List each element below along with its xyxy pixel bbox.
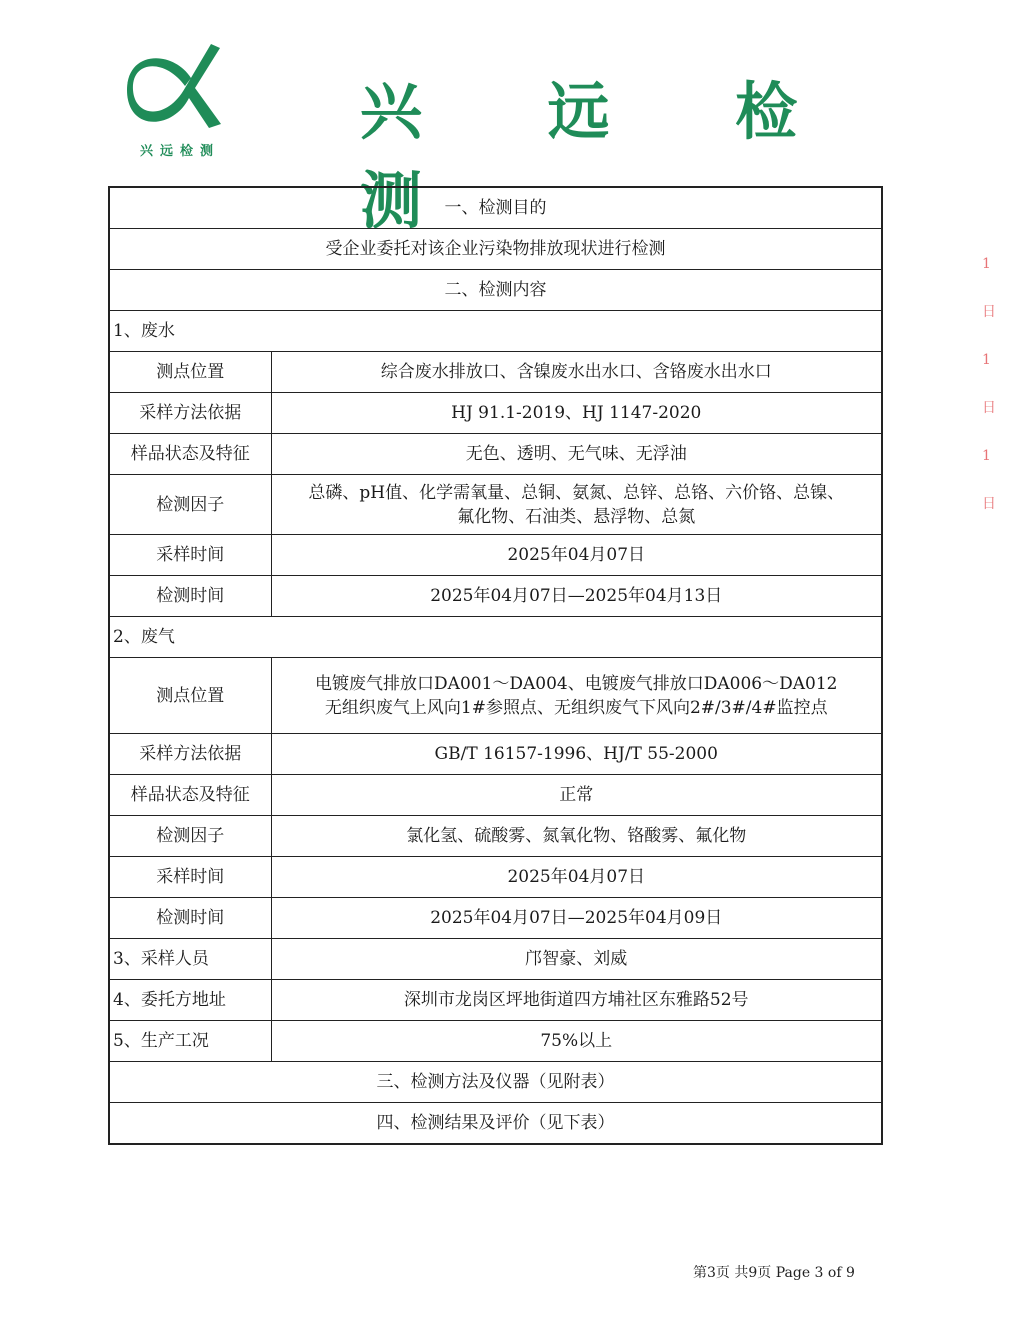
row-value: GB/T 16157-1996、HJ/T 55-2000 (271, 734, 882, 775)
table-row (109, 1103, 882, 1145)
row-value: 2025年04月07日—2025年04月09日 (271, 898, 882, 939)
table-row (109, 1021, 882, 1062)
table-row (109, 434, 882, 475)
row-label: 采样时间 (109, 857, 271, 898)
seal-stamp: 1日 1日 1日 (982, 256, 996, 512)
row-value: 2025年04月07日 (271, 857, 882, 898)
page-number: 第3页 共9页 Page 3 of 9 (693, 1265, 855, 1281)
section-title-content: 二、检测内容 (109, 270, 882, 311)
address-value: 深圳市龙岗区坪地街道四方埔社区东雅路52号 (271, 980, 882, 1021)
logo-mark-icon (125, 38, 235, 138)
row-value-line: 无组织废气上风向1#参照点、无组织废气下风向2#/3#/4#监控点 (324, 697, 828, 718)
row-value: 氯化氢、硫酸雾、氮氧化物、铬酸雾、氟化物 (271, 816, 882, 857)
table-row (109, 535, 882, 576)
row-label: 采样时间 (109, 535, 271, 576)
row-label: 采样方法依据 (109, 393, 271, 434)
address-label: 4、委托方地址 (109, 980, 271, 1021)
row-value: 2025年04月07日 (271, 535, 882, 576)
table-row (109, 898, 882, 939)
row-value: 无色、透明、无气味、无浮油 (271, 434, 882, 475)
table-row (109, 980, 882, 1021)
section-title-results: 四、检测结果及评价（见下表） (109, 1103, 882, 1145)
row-value (271, 475, 882, 535)
row-label: 检测时间 (109, 576, 271, 617)
row-value: 综合废水排放口、含镍废水出水口、含铬废水出水口 (271, 352, 882, 393)
production-value: 75%以上 (271, 1021, 882, 1062)
production-label: 5、生产工况 (109, 1021, 271, 1062)
row-label: 样品状态及特征 (109, 434, 271, 475)
row-value: 2025年04月07日—2025年04月13日 (271, 576, 882, 617)
table-row (109, 775, 882, 816)
purpose-content: 受企业委托对该企业污染物排放现状进行检测 (109, 229, 882, 270)
table-row (109, 939, 882, 980)
row-label: 样品状态及特征 (109, 775, 271, 816)
wastewater-heading: 1、废水 (109, 311, 882, 352)
sampler-label: 3、采样人员 (109, 939, 271, 980)
table-row (109, 311, 882, 352)
row-label: 检测时间 (109, 898, 271, 939)
table-row (109, 393, 882, 434)
table-row (109, 816, 882, 857)
table-row (109, 270, 882, 311)
row-label: 采样方法依据 (109, 734, 271, 775)
row-label: 测点位置 (109, 352, 271, 393)
row-value: 正常 (271, 775, 882, 816)
row-value-line: 氟化物、石油类、悬浮物、总氮 (457, 506, 696, 527)
table-row (109, 658, 882, 734)
table-row (109, 576, 882, 617)
table-row (109, 229, 882, 270)
row-label: 检测因子 (109, 816, 271, 857)
sampler-value: 邝智豪、刘威 (271, 939, 882, 980)
inspection-table (108, 186, 883, 1145)
table-row (109, 475, 882, 535)
table-row (109, 734, 882, 775)
exhaust-heading: 2、废气 (109, 617, 882, 658)
row-value-line: 电镀废气排放口DA001～DA004、电镀废气排放口DA006～DA012 (315, 673, 838, 694)
logo-subtitle: 兴远检测 (139, 144, 220, 159)
section-title-methods: 三、检测方法及仪器（见附表） (109, 1062, 882, 1103)
table-row (109, 352, 882, 393)
row-label: 检测因子 (109, 475, 271, 535)
table-row (109, 857, 882, 898)
section-title-purpose: 一、检测目的 (109, 187, 882, 229)
row-value: HJ 91.1-2019、HJ 1147-2020 (271, 393, 882, 434)
table-row (109, 187, 882, 229)
row-label: 测点位置 (109, 658, 271, 734)
brand-title: 兴 远 检 测 (360, 75, 850, 237)
table-row (109, 617, 882, 658)
table-row (109, 1062, 882, 1103)
row-value-line: 总磷、pH值、化学需氧量、总铜、氨氮、总锌、总铬、六价铬、总镍、 (308, 482, 845, 503)
row-value (271, 658, 882, 734)
company-logo (125, 38, 235, 163)
